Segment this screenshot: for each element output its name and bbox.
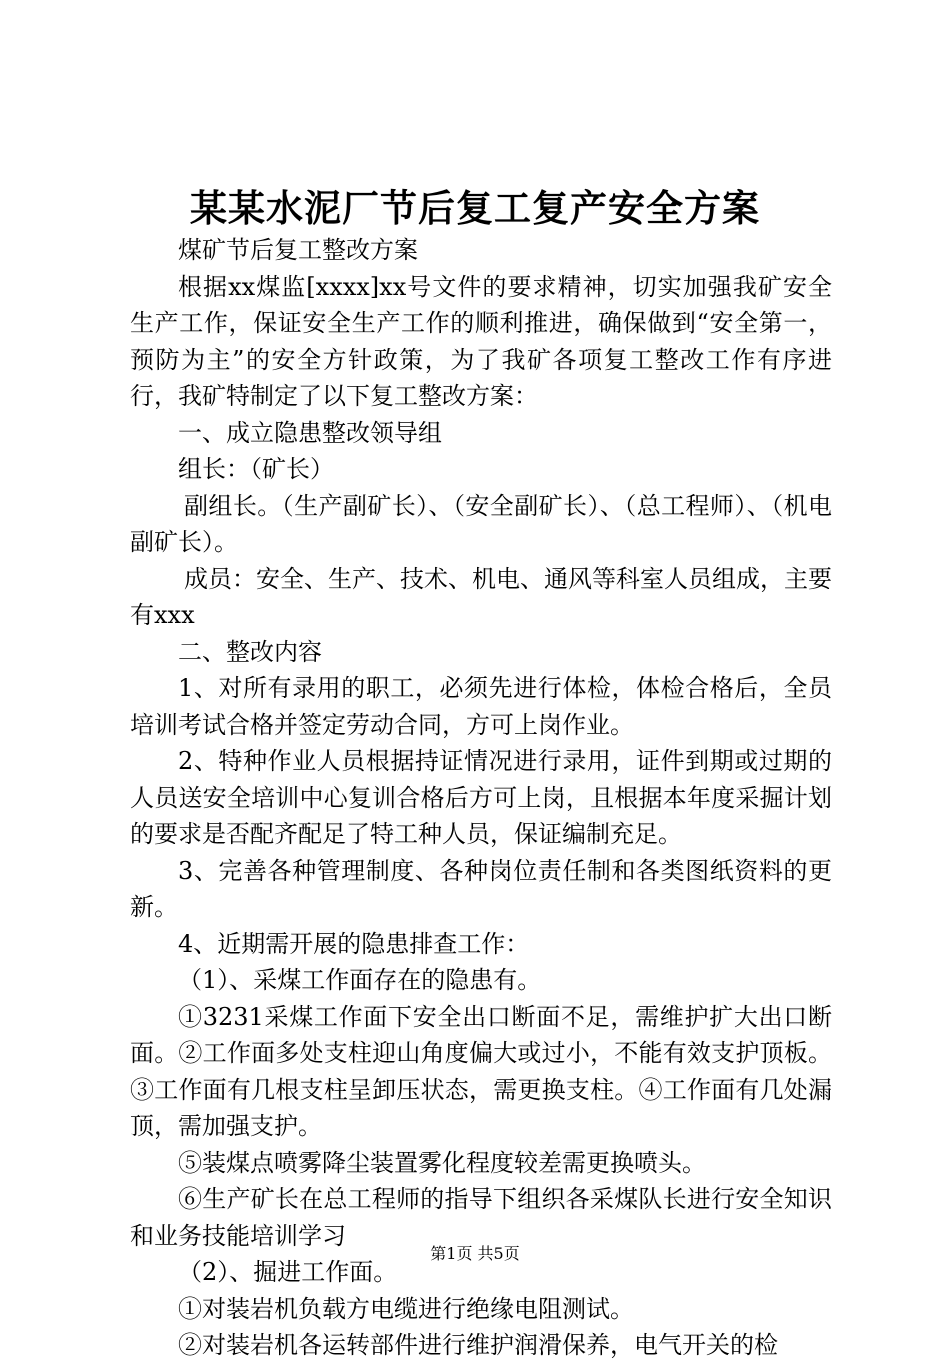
paragraph-subsection-1: （1）、采煤工作面存在的隐患有。	[178, 966, 542, 994]
paragraph-hazard-5: ⑤装煤点喷雾降尘装置雾化程度较差需更换喷头。	[178, 1148, 706, 1177]
document-title: 某某水泥厂节后复工复产安全方案	[190, 186, 760, 230]
paragraph-item-4: 4、近期需开展的隐患排查工作：	[178, 929, 530, 958]
paragraph-item-1: 1、对所有录用的职工，必须先进行体检，体检合格后，全员培训考试合格并签定劳动合同，方可上岗作业。	[130, 674, 832, 739]
section-heading-content: 二、整改内容	[178, 637, 322, 666]
paragraph-deputy-leaders: 副组长。（生产副矿长）、（安全副矿长）、（总工程师）、（机电副矿长）。	[130, 491, 832, 556]
paragraph-item-2: 2、特种作业人员根据持证情况进行录用，证件到期或过期的人员送安全培训中心复训合格后方可上岗，且根据本年度采掘计划的要求是否配齐配足了特工种人员，保证编制充足。	[130, 747, 832, 848]
paragraph-item-3: 3、完善各种管理制度、各种岗位责任制和各类图纸资料的更新。	[130, 856, 832, 921]
paragraph-excavation-2: ②对装岩机各运转部件进行维护润滑保养，电气开关的检	[178, 1331, 778, 1359]
paragraph-subsection-2: （2）、掘进工作面。	[178, 1258, 398, 1286]
paragraph-members: 成员：安全、生产、技术、机电、通风等科室人员组成，主要有xxx	[130, 564, 832, 629]
paragraph-hazard-6: ⑥生产矿长在总工程师的指导下组织各采煤队长进行安全知识和业务技能培训学习	[130, 1185, 832, 1250]
paragraph-intro: 根据xx煤监[xxxx]xx号文件的要求精神，切实加强我矿安全生产工作，保证安全生产工作的顺利推进，确保做到“安全第一，预防为主”的安全方针政策，为了我矿各项复工整改工作有序进行，我矿特制定了以下复工整改方案：	[130, 272, 832, 410]
paragraph-hazards-list: ①3231采煤工作面下安全出口断面不足，需维护扩大出口断面。②工作面多处支柱迎山角度偏大或过小，不能有效支护顶板。③工作面有几根支柱呈卸压状态，需更换支柱。④工作面有几处漏顶，需加强支护。	[130, 1002, 832, 1140]
page-footer: 第1页 共5页	[430, 1244, 520, 1263]
section-heading-leadership: 一、成立隐患整改领导组	[178, 418, 442, 447]
paragraph-subtitle: 煤矿节后复工整改方案	[178, 236, 418, 264]
document-body	[130, 232, 832, 1364]
paragraph-leader: 组长：（矿长）	[178, 455, 334, 483]
paragraph-excavation-1: ①对装岩机负载方电缆进行绝缘电阻测试。	[178, 1294, 634, 1323]
